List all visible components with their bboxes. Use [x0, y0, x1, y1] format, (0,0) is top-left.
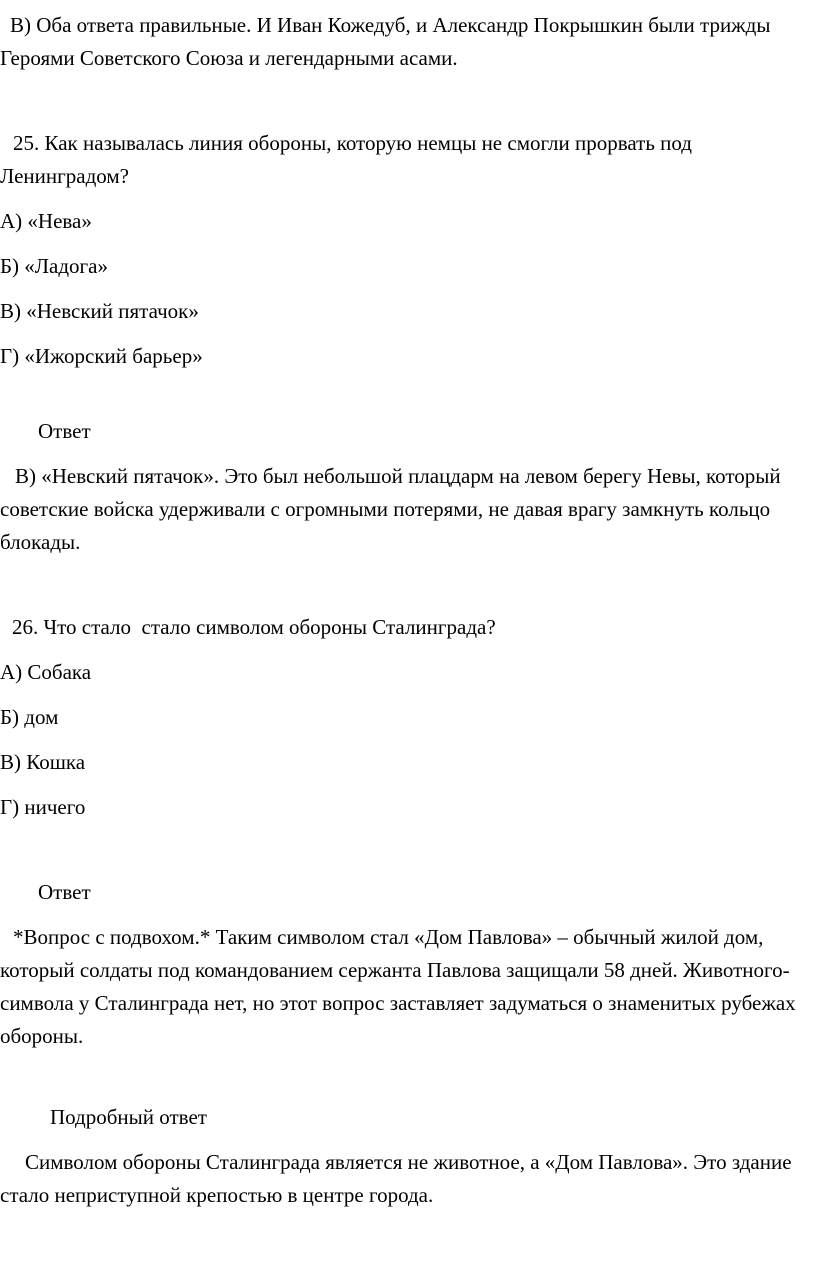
- question-26-answer-text: *Вопрос с подвохом.* Таким символом стал «Дом Павлова» – обычный жилой дом, который солдаты под командованием сержанта Павлова защищали 58 дней. Животного-символа у Сталинграда нет, но этот вопрос заставляет задуматься о знаменитых рубежах обороны.: [0, 925, 801, 1048]
- question-25-text: 25. Как называлась линия обороны, которую немцы не смогли прорвать под Ленинградом?: [0, 131, 698, 188]
- question-26-option-b: Б) дом: [0, 705, 59, 729]
- blank-line: [0, 571, 816, 611]
- question-25-answer-heading: Ответ: [38, 419, 91, 443]
- blank-line: [0, 87, 816, 127]
- previous-answer-text: В) Оба ответа правильные. И Иван Кожедуб, и Александр Покрышкин были трижды Героями Советского Союза и легендарными асами.: [0, 13, 776, 70]
- blank-line: [0, 385, 816, 415]
- question-25-option-v: В) «Невский пятачок»: [0, 299, 199, 323]
- question-25-answer-text: В) «Невский пятачок». Это был небольшой плацдарм на левом берегу Невы, который советские войска удерживали с огромными потерями, не давая врагу замкнуть кольцо блокады.: [0, 464, 786, 554]
- question-26-text: 26. Что стало стало символом обороны Сталинграда?: [12, 615, 496, 639]
- question-26-detailed-answer-heading: Подробный ответ: [50, 1105, 207, 1129]
- question-25-option-g: Г) «Ижорский барьер»: [0, 344, 203, 368]
- question-26-option-v: В) Кошка: [0, 750, 86, 774]
- question-26-option-a: А) Собака: [0, 660, 92, 684]
- blank-line: [0, 1065, 816, 1101]
- question-25-option-a: А) «Нева»: [0, 209, 92, 233]
- question-25-option-b: Б) «Ладога»: [0, 254, 108, 278]
- blank-line: [0, 836, 816, 876]
- question-26-detailed-answer-text: Символом обороны Сталинграда является не животное, а «Дом Павлова». Это здание стало неприступной крепостью в центре города.: [0, 1150, 797, 1207]
- question-26-answer-heading: Ответ: [38, 880, 91, 904]
- question-26-option-g: Г) ничего: [0, 795, 86, 819]
